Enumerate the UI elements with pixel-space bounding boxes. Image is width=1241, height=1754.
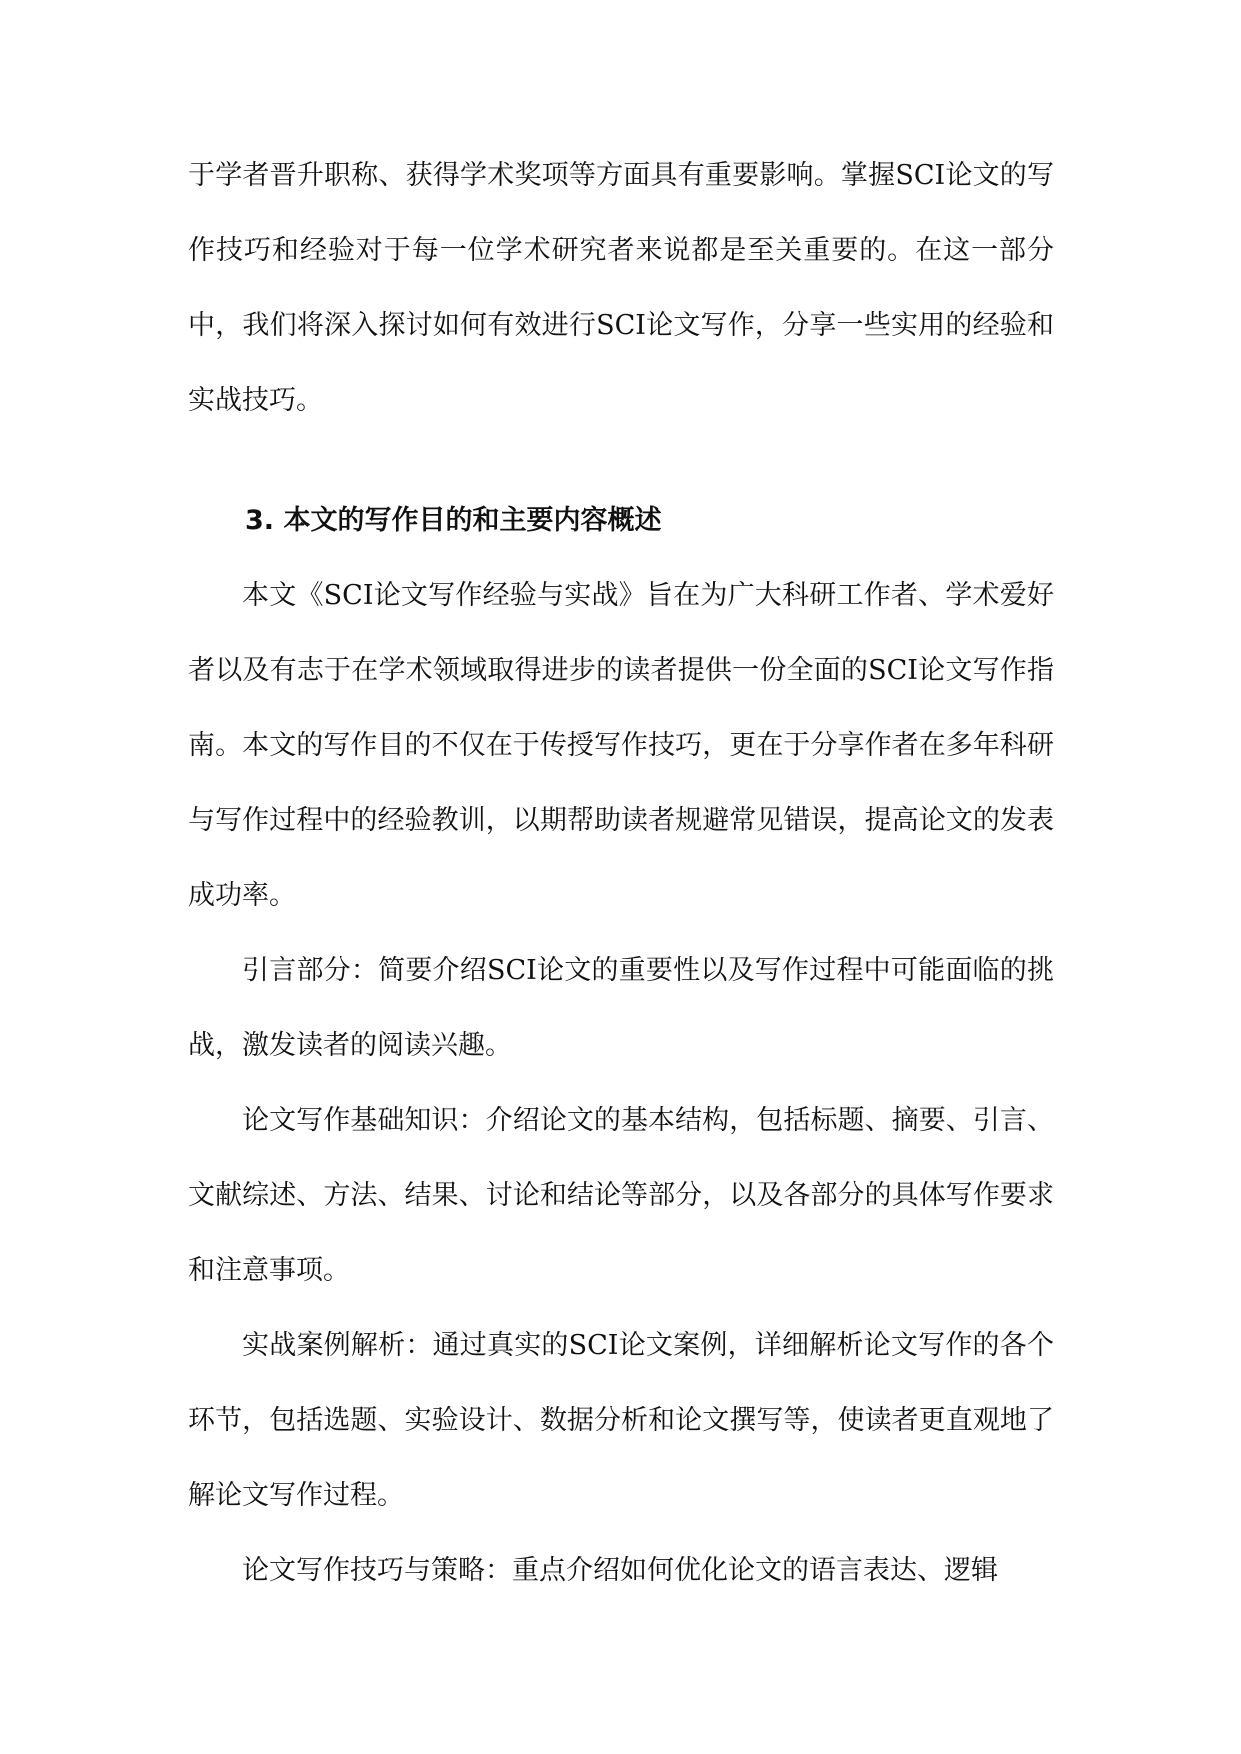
body-paragraph-purpose: 本文《SCI论文写作经验与实战》旨在为广大科研工作者、学术爱好者以及有志于在学术领域取得进步的读者提供一份全面的SCI论文写作指南。本文的写作目的不仅在于传授写作技巧，更在于分享作者在多年科研与写作过程中的经验教训，以期帮助读者规避常见错误，提高论文的发表成功率。 — [188, 580, 1054, 911]
body-paragraph-case-study: 实战案例解析：通过真实的SCI论文案例，详细解析论文写作的各个环节，包括选题、实验设计、数据分析和论文撰写等，使读者更直观地了解论文写作过程。 — [188, 1330, 1054, 1511]
section-heading: 3. 本文的写作目的和主要内容概述 — [245, 505, 662, 536]
body-paragraph-introduction: 引言部分：简要介绍SCI论文的重要性以及写作过程中可能面临的挑战，激发读者的阅读兴趣。 — [188, 955, 1054, 1061]
body-paragraph-basics: 论文写作基础知识：介绍论文的基本结构，包括标题、摘要、引言、文献综述、方法、结果、讨论和结论等部分，以及各部分的具体写作要求和注意事项。 — [188, 1105, 1054, 1286]
body-paragraph-continued: 于学者晋升职称、获得学术奖项等方面具有重要影响。掌握SCI论文的写作技巧和经验对于每一位学术研究者来说都是至关重要的。在这一部分中，我们将深入探讨如何有效进行SCI论文写作，分享一些实用的经验和实战技巧。 — [188, 160, 1054, 416]
body-paragraph-techniques: 论文写作技巧与策略：重点介绍如何优化论文的语言表达、逻辑 — [242, 1555, 998, 1586]
document-page — [188, 138, 1054, 1608]
